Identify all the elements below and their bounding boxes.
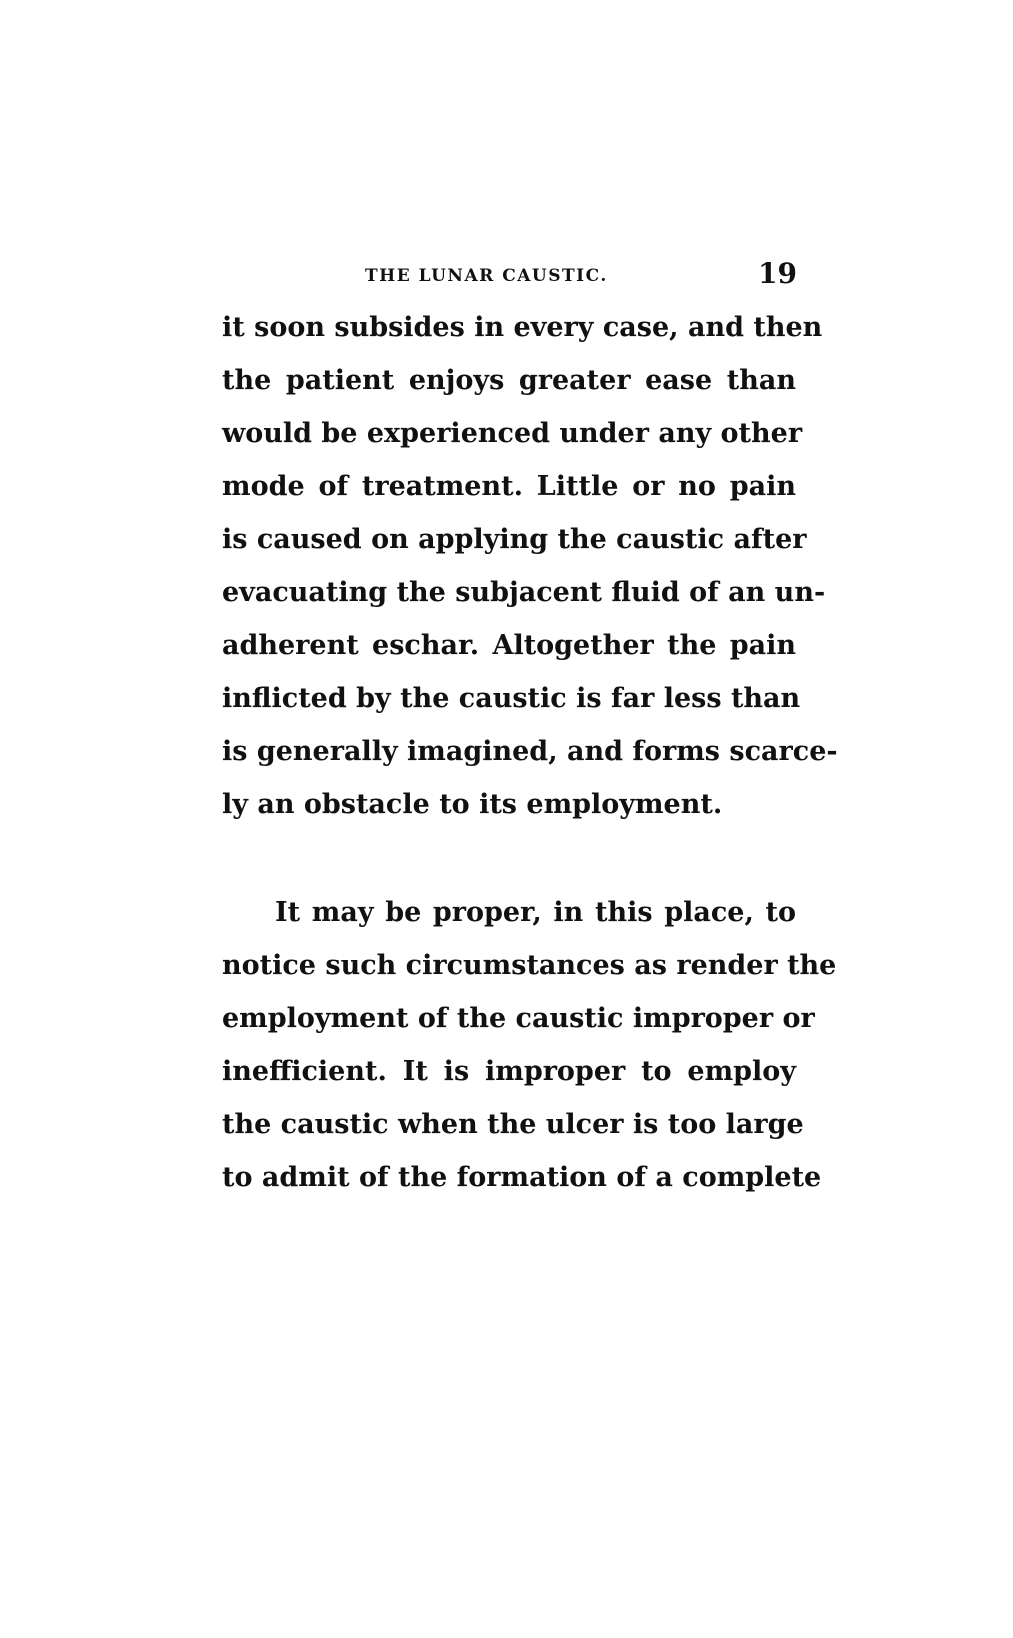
paragraph-1-line-3: would be experienced under any other — [222, 418, 803, 449]
paragraph-1-line-1: it soon subsides in every case, and then — [222, 312, 823, 343]
paragraph-1-line-6: evacuating the subjacent fluid of an un- — [222, 577, 826, 608]
running-title: THE LUNAR CAUSTIC. — [365, 266, 608, 286]
page-number: 19 — [758, 257, 797, 290]
paragraph-2-line-1: It may be proper, in this place, to — [275, 897, 796, 928]
paragraph-2-line-6: to admit of the formation of a complete — [222, 1162, 822, 1193]
paragraph-2-line-2: notice such circumstances as render the — [222, 950, 837, 981]
paragraph-1-line-8: inflicted by the caustic is far less than — [222, 683, 801, 714]
paragraph-1-line-4: mode of treatment. Little or no pain — [222, 471, 796, 502]
paragraph-2-line-5: the caustic when the ulcer is too large — [222, 1109, 804, 1140]
paragraph-1-line-5: is caused on applying the caustic after — [222, 524, 807, 555]
paragraph-2-line-3: employment of the caustic improper or — [222, 1003, 815, 1034]
paragraph-1-line-10: ly an obstacle to its employment. — [222, 789, 723, 820]
paragraph-1-line-2: the patient enjoys greater ease than — [222, 365, 796, 396]
paragraph-1-line-9: is generally imagined, and forms scarce- — [222, 736, 838, 767]
paragraph-1-line-7: adherent eschar. Altogether the pain — [222, 630, 796, 661]
paragraph-2-line-4: inefficient. It is improper to employ — [222, 1056, 796, 1087]
